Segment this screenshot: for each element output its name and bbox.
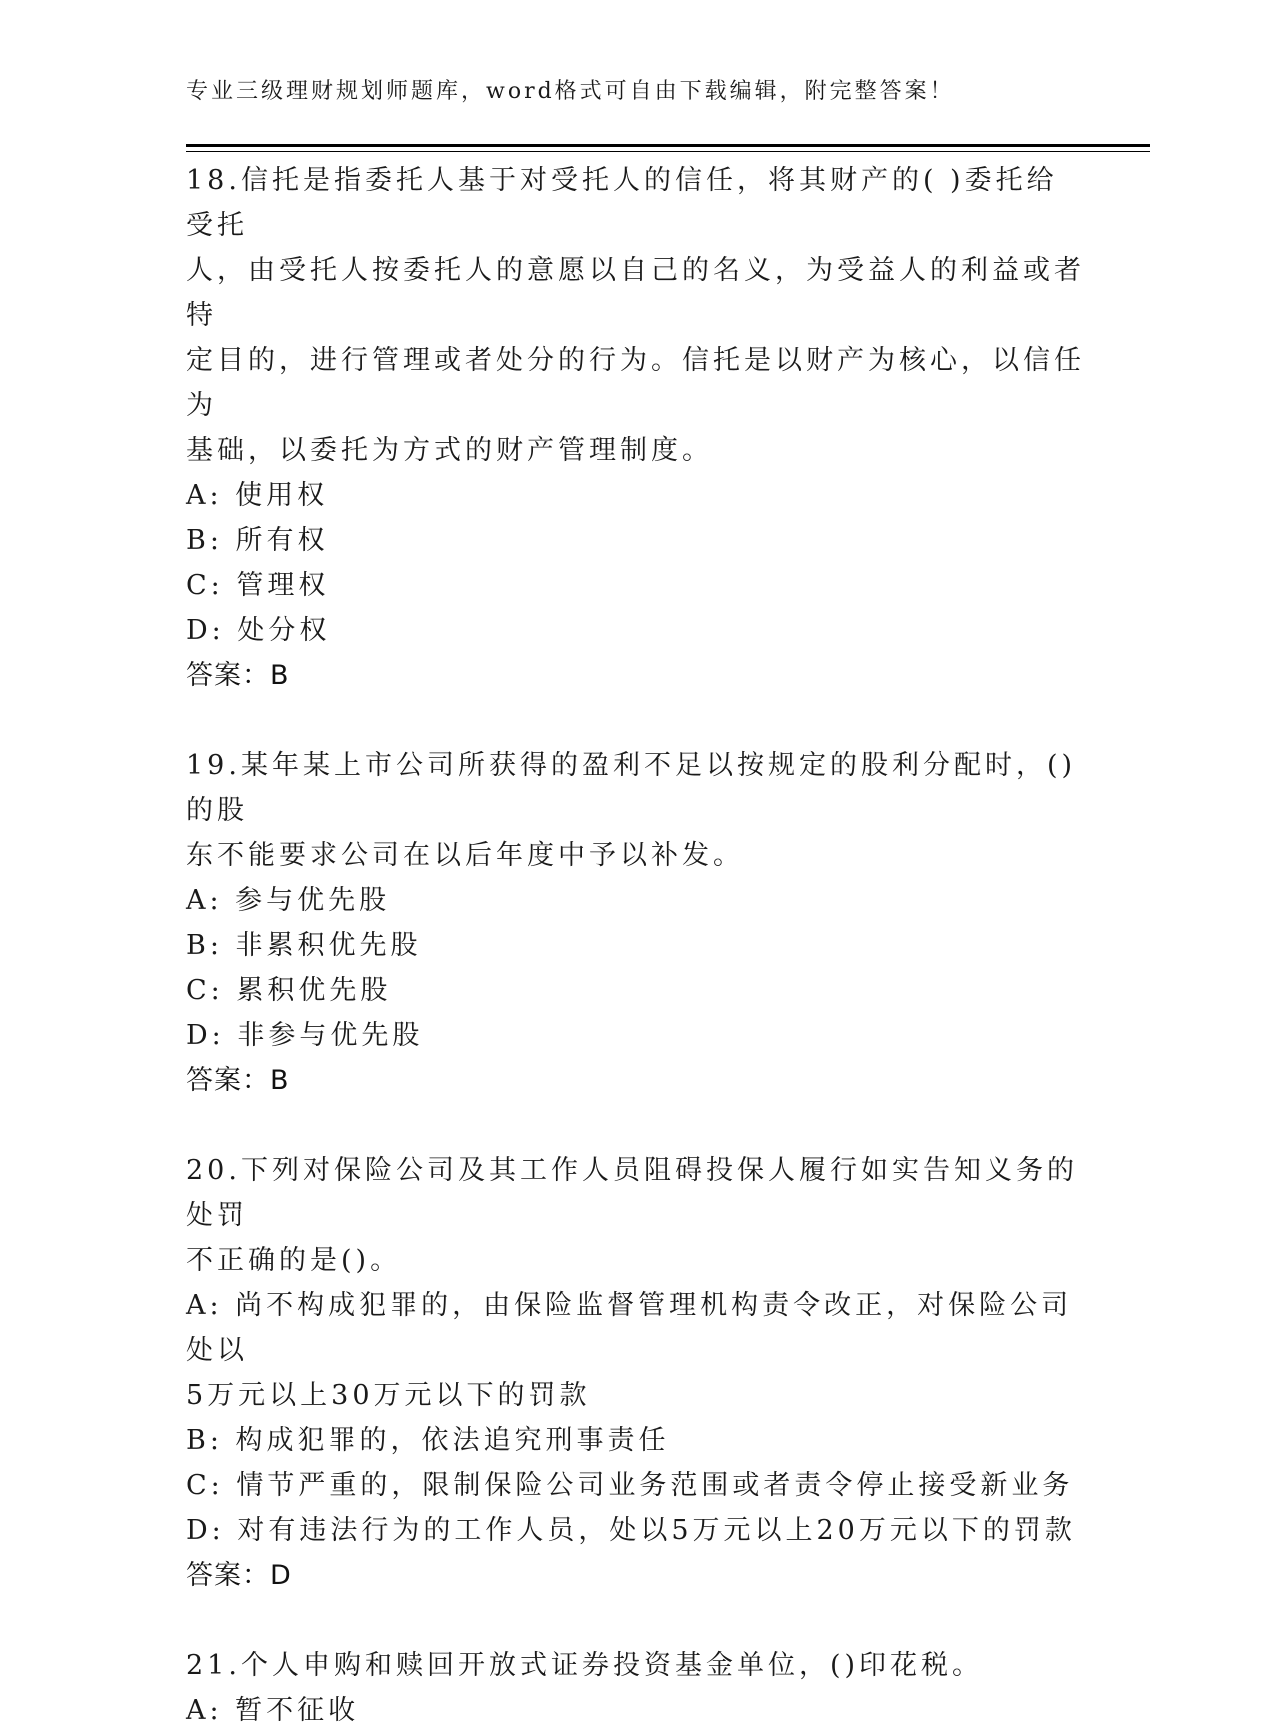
option-c: C: 情节严重的，限制保险公司业务范围或者责令停止接受新业务	[186, 1470, 1074, 1501]
option-a-continued: 5万元以上30万元以下的罚款	[186, 1380, 591, 1411]
question-text-line: 18.信托是指委托人基于对受托人的信任，将其财产的( )委托给受托	[186, 165, 1058, 241]
question-text-line: 东不能要求公司在以后年度中予以补发。	[186, 840, 744, 871]
question-text-line: 21.个人申购和赎回开放式证券投资基金单位，()印花税。	[186, 1650, 984, 1681]
option-c: C: 管理权	[186, 570, 330, 601]
option-a: A: 参与优先股	[186, 885, 391, 916]
question-gap	[186, 1103, 1086, 1148]
option-d: D: 处分权	[186, 615, 331, 646]
page-header: 专业三级理财规划师题库，word格式可自由下载编辑，附完整答案！	[186, 79, 955, 104]
option-b: B: 所有权	[186, 525, 329, 556]
answer: 答案：D	[186, 1560, 292, 1591]
option-d: D: 非参与优先股	[186, 1020, 424, 1051]
question-text-line: 定目的，进行管理或者处分的行为。信托是以财产为核心，以信任为	[186, 345, 1085, 421]
option-d: D: 对有违法行为的工作人员，处以5万元以上20万元以下的罚款	[186, 1515, 1076, 1546]
question-20	[186, 1148, 1086, 1598]
option-c: C: 累积优先股	[186, 975, 392, 1006]
option-a: A: 使用权	[186, 480, 329, 511]
question-list	[186, 158, 1086, 1733]
question-18	[186, 158, 1086, 698]
question-text-line: 20.下列对保险公司及其工作人员阻碍投保人履行如实告知义务的处罚	[186, 1155, 1078, 1231]
question-gap	[186, 698, 1086, 743]
question-text-line: 人，由受托人按委托人的意愿以自己的名义，为受益人的利益或者特	[186, 255, 1085, 331]
answer: 答案：B	[186, 1065, 290, 1096]
question-text-line: 不正确的是()。	[186, 1245, 402, 1276]
question-text-line: 基础，以委托为方式的财产管理制度。	[186, 435, 713, 466]
question-text-line: 19.某年某上市公司所获得的盈利不足以按规定的股利分配时，()的股	[186, 750, 1077, 826]
question-gap	[186, 1598, 1086, 1643]
option-a: A: 暂不征收	[186, 1695, 360, 1726]
option-b: B: 非累积优先股	[186, 930, 422, 961]
option-a: A: 尚不构成犯罪的，由保险监督管理机构责令改正，对保险公司处以	[186, 1290, 1073, 1366]
option-b: B: 构成犯罪的，依法追究刑事责任	[186, 1425, 670, 1456]
header-rule-thick	[186, 144, 1150, 147]
question-19	[186, 743, 1086, 1103]
question-21	[186, 1643, 1086, 1733]
answer: 答案：B	[186, 660, 290, 691]
header-rule-thin	[186, 151, 1150, 152]
